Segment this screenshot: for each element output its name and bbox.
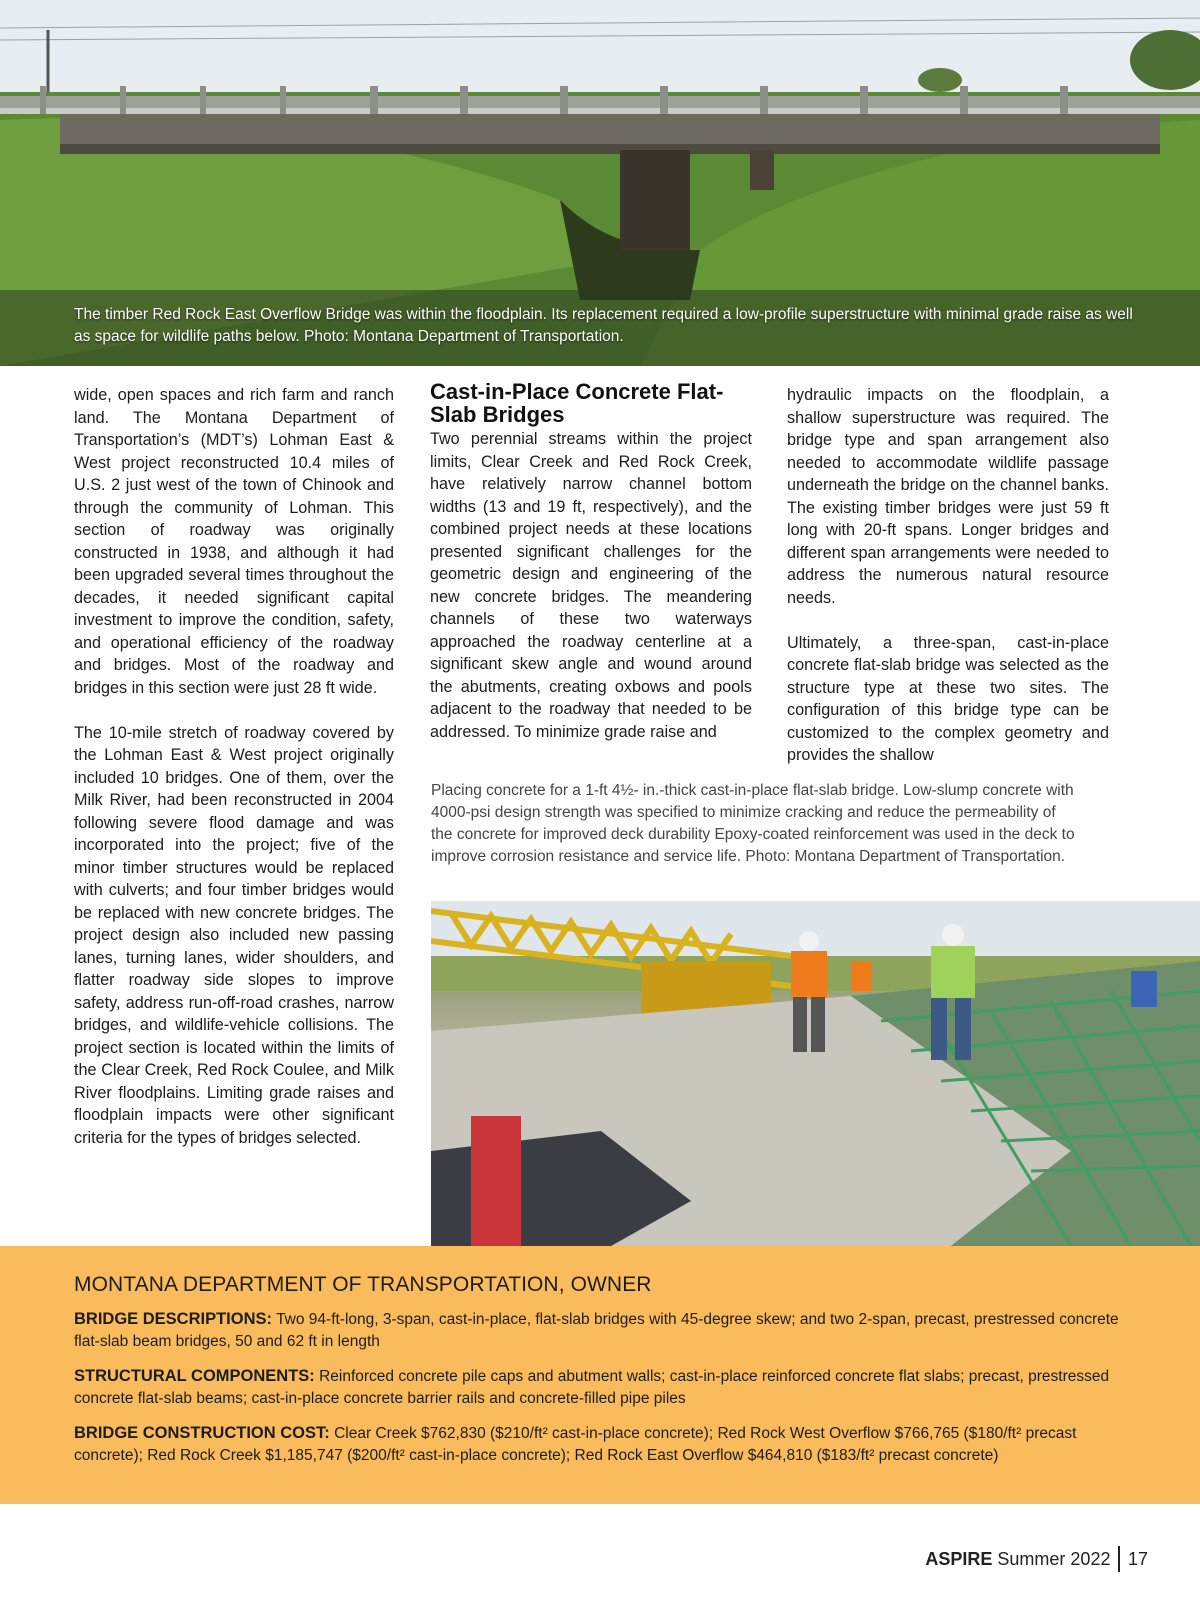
paragraph: wide, open spaces and rich farm and ranch land. The Montana Department of Transportation’s (MDT’s) Lohman East & West project reconstructed 10.4 miles of U.S. 2 just west of the town of Chinook and through the community of Lohman. This section of roadway was originally constructed in 1938, and although it had been upgraded several times throughout the decades, it needed significant capital investment to improve the condition, safety, and operational efficiency of the roadway and bridges. Most of the roadway and bridges in this section were just 28 ft wide. [74,386,394,697]
construction-cost [74,1422,1124,1467]
article-column-1 [74,384,394,1149]
page-footer [925,1546,1148,1572]
owner-heading: MONTANA DEPARTMENT OF TRANSPORTATION, OWNER [74,1273,652,1296]
bridge-descriptions [74,1308,1124,1353]
fact-label: BRIDGE CONSTRUCTION COST: [74,1424,330,1442]
issue-label: Summer 2022 [997,1549,1111,1569]
paragraph: Two perennial streams within the project limits, Clear Creek and Red Rock Creek, have relatively narrow channel bottom widths (13 and 19 ft, respectively), and the combined project needs at these locations presented significant challenges for the geometric design and engineering of the new concrete bridges. The meandering channels of these two waterways approached the roadway centerline at a significant skew angle and wound around the abutments, creating oxbows and pools adjacent to the roadway that needed to be addressed. To minimize grade raise and [430,430,752,741]
article-column-2 [430,380,752,743]
project-facts-box [0,1246,1200,1504]
fact-text: Reinforced concrete pile caps and abutment walls; cast-in-place reinforced concrete flat slabs; precast, prestressed concrete flat-slab beams; cast-in-place concrete barrier rails and concrete-filled pipe piles [74,1368,1110,1407]
paragraph: The 10-mile stretch of roadway covered by the Lohman East & West project originally included 10 bridges. One of them, over the Milk River, had been reconstructed in 2004 following severe flood damage and was incorporated into the project; five of the minor timber structures would be replaced with culverts; and four timber bridges would be replaced with new concrete bridges. The project design also included new passing lanes, turning lanes, wider shoulders, and flatter roadway side slopes to improve safety, address run-off-road crashes, narrow bridges, and wildlife-vehicle collisions. The project section is located within the limits of the Clear Creek, Red Rock Coulee, and Milk River floodplains. Limiting grade raises and floodplain impacts were other significant criteria for the types of bridges selected. [74,723,394,1147]
bottom-photo-caption: Placing concrete for a 1-ft 4½- in.-thick cast-in-place flat-slab bridge. Low-slump concrete with 4000-psi design strength was specified to minimize cracking and reduce the permeability of the concrete for improved deck durability Epoxy-coated reinforcement was used in the deck to improve corrosion resistance and service life. Photo: Montana Department of Transportation. [431,782,1075,865]
timber-bridge-photo [0,0,1200,366]
concrete-pour-photo [431,901,1200,1246]
structural-components [74,1365,1124,1410]
magazine-name: ASPIRE [925,1549,993,1569]
concrete-pour-illustration [431,901,1200,1246]
section-heading: Cast-in-Place Concrete Flat-Slab Bridges [430,379,724,427]
paragraph: hydraulic impacts on the floodplain, a shallow superstructure was required. The bridge type and span arrangement also needed to accommodate wildlife passage underneath the bridge on the channel banks. The existing timber bridges were just 59 ft long with 20-ft spans. Longer bridges and different span arrangements were needed to address the numerous natural resource needs. [787,386,1109,607]
top-photo-caption: The timber Red Rock East Overflow Bridge was within the floodplain. Its replacement required a low-profile superstructure with minimal grade raise as well as space for wildlife paths below. Photo: Montana Department of Transportation. [74,306,1133,345]
fact-text: Two 94-ft-long, 3-span, cast-in-place, flat-slab bridges with 45-degree skew; and two 2-span, precast, prestressed concrete flat-slab beam bridges, 50 and 62 ft in length [74,1311,1119,1350]
page-number: 17 [1127,1549,1148,1569]
article-column-3 [787,384,1109,767]
fact-label: BRIDGE DESCRIPTIONS: [74,1310,273,1328]
fact-label: STRUCTURAL COMPONENTS: [74,1367,315,1385]
footer-divider [1118,1546,1120,1572]
fact-text: Clear Creek $762,830 ($210/ft² cast-in-place concrete); Red Rock West Overflow $766,765 ($180/ft² precast concrete); Red Rock Creek $1,185,747 ($200/ft² cast-in-place concrete); Red Rock East Overflow $464,810 ($183/ft² precast concrete) [74,1425,1077,1464]
paragraph: Ultimately, a three-span, cast-in-place concrete flat-slab bridge was selected as the structure type at these two sites. The configuration of this bridge type can be customized to the complex geometry and provides the shallow [787,633,1109,764]
